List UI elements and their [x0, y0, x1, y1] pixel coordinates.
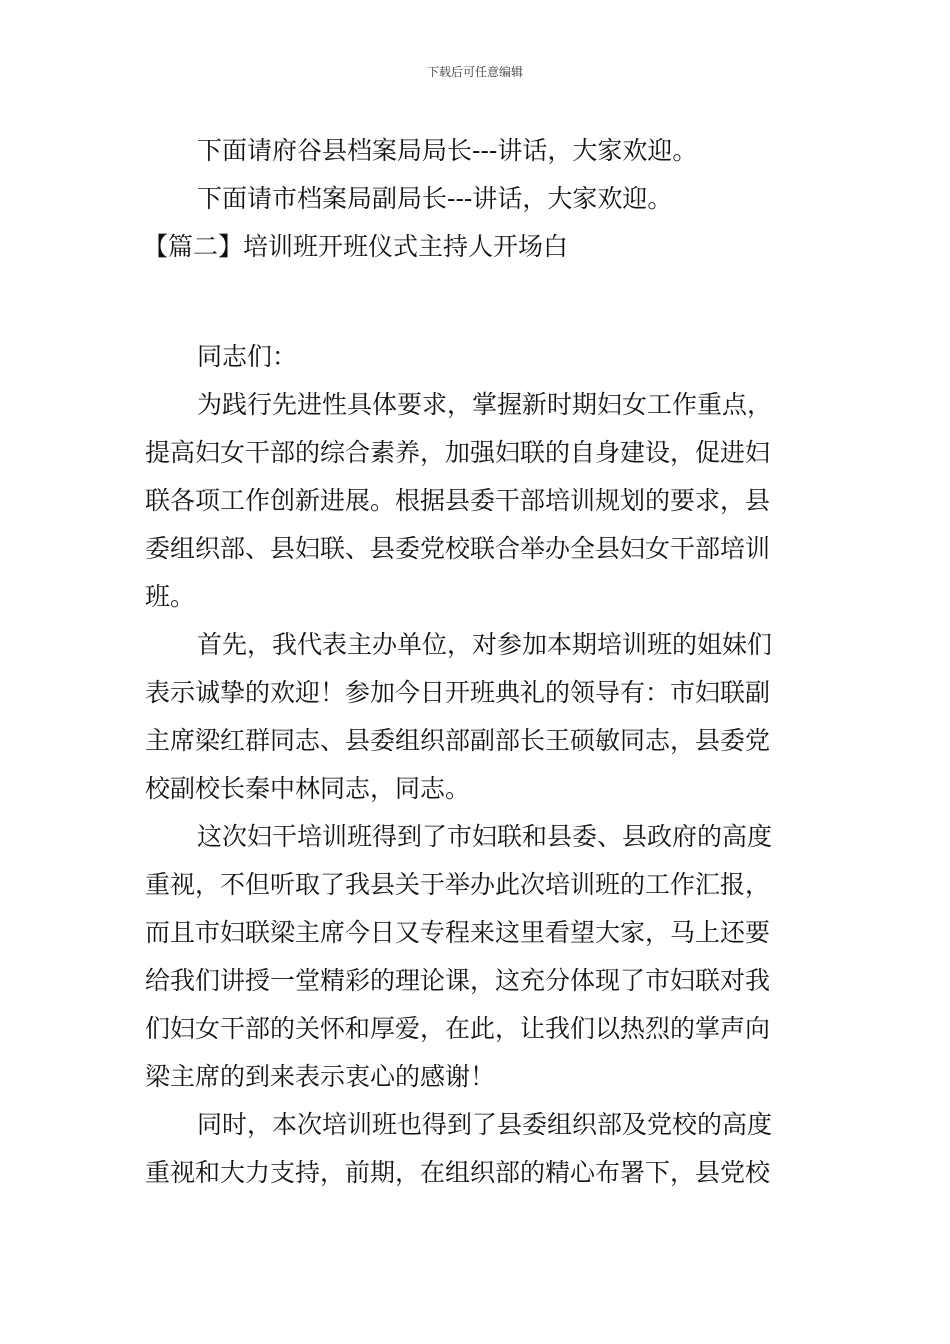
- paragraph-line: 重视和大力支持，前期，在组织部的精心布署下，县党校: [145, 1158, 771, 1187]
- paragraph-line: 主席梁红群同志、县委组织部副部长王硕敏同志，县委党: [145, 726, 771, 755]
- paragraph-1: [145, 381, 810, 621]
- paragraph-line: 梁主席的到来表示衷心的感谢！: [145, 1062, 496, 1091]
- paragraph-line: 为践行先进性具体要求，掌握新时期妇女工作重点，: [197, 390, 773, 419]
- speech-line-1: 下面请府谷县档案局局长---讲话，大家欢迎。: [197, 136, 698, 165]
- paragraph-line: 校副校长秦中林同志，同志。: [145, 774, 471, 803]
- paragraph-line: 委组织部、县妇联、县委党校联合举办全县妇女干部培训: [145, 534, 771, 563]
- paragraph-line: 重视，不但听取了我县关于举办此次培训班的工作汇报，: [145, 870, 771, 899]
- document-body: [145, 127, 810, 1197]
- paragraph-line: 联各项工作创新进展。根据县委干部培训规划的要求，县: [145, 486, 771, 515]
- section-title: 【篇二】培训班开班仪式主持人开场白: [143, 232, 569, 261]
- speech-line-2: 下面请市档案局副局长---讲话，大家欢迎。: [197, 184, 673, 213]
- paragraph-line: 们妇女干部的关怀和厚爱，在此，让我们以热烈的掌声向: [145, 1014, 771, 1043]
- paragraph-line: 表示诚挚的欢迎！参加今日开班典礼的领导有：市妇联副: [145, 678, 771, 707]
- paragraph-line: 而且市妇联梁主席今日又专程来这里看望大家，马上还要: [145, 918, 771, 947]
- section-spacer: [145, 271, 810, 333]
- salutation: 同志们：: [197, 342, 298, 371]
- paragraph-4: [145, 1101, 810, 1197]
- paragraph-line: 这次妇干培训班得到了市妇联和县委、县政府的高度: [197, 822, 773, 851]
- paragraph-2: [145, 621, 810, 813]
- paragraph-line: 同时，本次培训班也得到了县委组织部及党校的高度: [197, 1110, 773, 1139]
- page-header-note: 下载后可任意编辑: [426, 65, 523, 79]
- paragraph-line: 提高妇女干部的综合素养，加强妇联的自身建设，促进妇: [145, 438, 771, 467]
- paragraph-line: 班。: [145, 582, 196, 611]
- paragraph-line: 首先，我代表主办单位，对参加本期培训班的姐妹们: [197, 630, 773, 659]
- paragraph-3: [145, 813, 810, 1101]
- paragraph-line: 给我们讲授一堂精彩的理论课，这充分体现了市妇联对我: [145, 966, 771, 995]
